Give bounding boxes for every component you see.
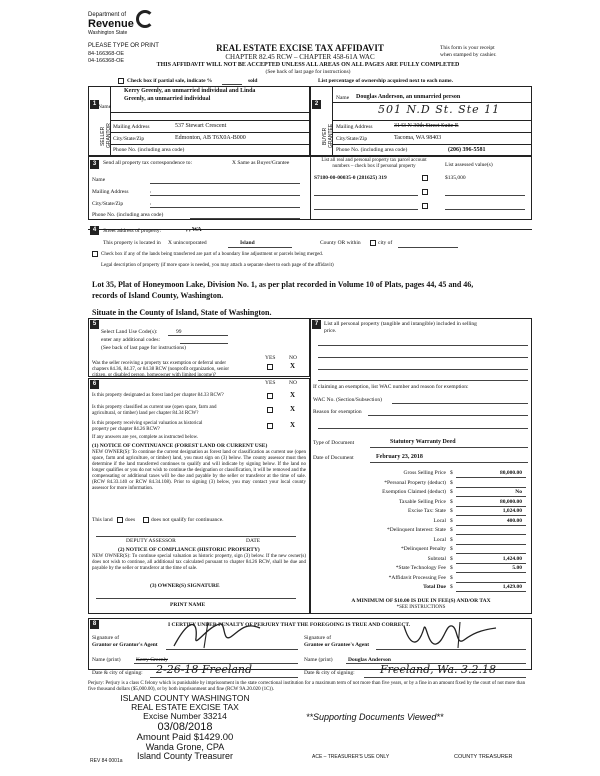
tax-row-value[interactable]: 1,424.00 <box>502 555 522 562</box>
tax-row-dollar-sign: $ <box>450 584 453 590</box>
stamp-line-3: Excise Number 33214 <box>143 711 227 721</box>
if-yes-instruction: If any answers are yes, complete as instructed below. <box>92 435 199 440</box>
treasurer-stamp <box>100 694 270 761</box>
grantee-signature <box>400 620 500 650</box>
grantee-name-value[interactable]: Douglas Anderson <box>348 657 391 663</box>
see-instructions-note: *SEE INSTRUCTIONS <box>396 605 446 610</box>
seller-city-value[interactable]: Edmonton, AB T6X0A-B000 <box>175 135 246 141</box>
assessed-header: List assessed value(s) <box>445 162 493 168</box>
tax-row-dollar-sign: $ <box>450 574 453 581</box>
deputy-assessor-label: DEPUTY ASSESSOR <box>126 538 176 544</box>
buyer-mailing-struck[interactable]: 3143 N 30th Street Suite E <box>394 123 459 129</box>
owner-signature-label: (3) OWNER(S) SIGNATURE <box>150 583 220 589</box>
city-of-label: city of <box>378 240 393 246</box>
s3-phone-label: Phone No. (including area code) <box>92 212 164 218</box>
seller-city-label: City/State/Zip <box>113 136 145 142</box>
tax-row-dollar-sign: $ <box>450 555 453 562</box>
street-address-label: Street address of property: <box>103 228 162 234</box>
personal-property-header-2: price. <box>324 328 337 334</box>
sold-label: sold <box>248 78 258 84</box>
section-6-number: 6 <box>90 380 99 389</box>
boundary-adjustment-checkbox[interactable] <box>92 251 98 257</box>
tax-row-value[interactable]: No <box>515 489 522 495</box>
within-city-checkbox[interactable] <box>370 240 376 246</box>
section-8-number: 8 <box>90 620 99 629</box>
tax-row-dollar-sign: $ <box>450 536 453 543</box>
tax-row-label: *Delinquent Interest: State <box>387 527 446 533</box>
does-not-label: does not qualify for continuance. <box>151 517 224 523</box>
buyer-phone-value[interactable]: (206) 396-5581 <box>448 147 486 153</box>
parcel-personal-checkbox-1[interactable] <box>422 175 428 181</box>
boundary-adjustment-label: Check box if any of the lands being transferred are part of a boundary line adjustment or parcels being merged. <box>101 252 324 257</box>
grantor-sig-label: Signature of <box>92 635 120 641</box>
ownership-list-note: List percentage of ownership acquired next to each name. <box>318 78 453 84</box>
doc-date-label: Date of Document <box>313 455 354 461</box>
grantee-agent-label: Grantee or Grantee's Agent <box>304 642 370 648</box>
assessor-date-label: DATE <box>246 538 261 544</box>
tax-row-value[interactable]: 400.00 <box>506 517 522 524</box>
stamp-line-1: ISLAND COUNTY WASHINGTON <box>120 693 250 703</box>
perjury-certification: I CERTIFY UNDER PENALTY OF PERJURY THAT THE FOREGOING IS TRUE AND CORRECT. <box>168 622 411 628</box>
historic-notice-title: (2) NOTICE OF COMPLIANCE (HISTORIC PROPERTY) <box>118 547 260 553</box>
unincorporated-option[interactable]: X unincorporated <box>168 240 207 246</box>
grantor-agent-label: Grantor or Grantor's Agent <box>92 642 158 648</box>
tax-row-value[interactable]: 80,000.00 <box>500 498 522 505</box>
assessed-value[interactable]: $135,000 <box>445 175 466 181</box>
tax-row-label: Gross Selling Price <box>403 470 446 476</box>
parcel-number[interactable]: S7180-00-00035-0 (281625) 319 <box>314 175 387 181</box>
buyer-side-label: BUYER GRANTEE <box>322 123 334 149</box>
county-value[interactable]: Island <box>240 240 255 246</box>
buyer-mailing-label: Mailing Address <box>336 124 373 130</box>
tax-row-value[interactable]: 1,429.00 <box>502 584 522 590</box>
parcel-header-1: List all real and personal property tax parcel account <box>321 158 427 163</box>
send-correspondence-label: Send all property tax correspondence to: <box>103 160 193 166</box>
buyer-phone-label: Phone No. (including area code) <box>336 147 408 153</box>
buyer-name-value[interactable]: Douglas Anderson, an unmarried person <box>356 94 461 100</box>
perjury-statement: Perjury: Perjury is a class C felony which is punishable by imprisonment in the state correctional institution for a maximum term of not more than five years, or by a fine in an amount fixed by the court of not more than five thousand dollars ($5,000.00), or by both imprisonment and fine (RCW 9A.20.020 (1C)). <box>88 681 526 692</box>
continuance-text: NEW OWNER(S): To continue the current designation as forest land or classification as current use (open space, farm and agriculture, or timber) land, you must sign on (3) below. The county assessor must then determine if the land transferred continues to qualify and will indicate by signing below. If the land no longer qualifies or you do not wish to continue the designation or classification, it will be removed and the compensating or additional taxes will be due and payable by the seller or transferor at the time of sale. (RCW 84.33.140 or RCW 84.34.108). Prior to signing (3) below, you may contact your local county assessor for more information. <box>92 450 306 491</box>
grantee-name-label: Name (print) <box>304 657 333 663</box>
stamp-line-2: REAL ESTATE EXCISE TAX <box>131 702 239 712</box>
this-land-label: This land <box>92 517 113 523</box>
s5-no-answer[interactable]: X <box>290 362 296 370</box>
chapter-ref: CHAPTER 82.45 RCW – CHAPTER 458-61A WAC <box>225 53 375 61</box>
seller-mailing-label: Mailing Address <box>113 124 150 130</box>
forest-land-question: Is this property designated as forest land per chapter 84.33 RCW? <box>92 393 224 398</box>
exemption-claim-label: If claiming an exemption, list WAC number and reason for exemption: <box>313 384 469 390</box>
logo-swoosh-icon <box>136 10 154 28</box>
s3-city-label: City/State/Zip <box>92 201 124 207</box>
grantee-date-city-label: Date & city of signing: <box>304 670 355 676</box>
section-7-number: 7 <box>312 320 321 329</box>
grantor-date-city-value[interactable]: 2-26-18 Freeland <box>156 663 253 676</box>
s5-no-header: NO <box>289 355 297 361</box>
seller-phone-label: Phone No. (including area code) <box>113 147 185 153</box>
doc-type-value[interactable]: Statutory Warranty Deed <box>390 439 456 445</box>
grantee-date-city-value[interactable]: Freeland, Wa. 3.2.18 <box>380 663 496 676</box>
personal-property-header-1: List all personal property (tangible and intangible) included in selling <box>324 321 477 327</box>
current-use-no-answer[interactable]: X <box>290 405 296 413</box>
print-note: PLEASE TYPE OR PRINT <box>88 43 159 49</box>
form-number-1: 84-166368-OE <box>88 51 125 57</box>
print-name-label: PRINT NAME <box>170 602 206 608</box>
grantee-sig-label: Signature of <box>304 635 332 641</box>
seller-name-label: Name <box>98 104 112 110</box>
tax-row-dollar-sign: $ <box>450 489 453 495</box>
historic-no-answer[interactable]: X <box>290 421 296 429</box>
acceptance-warning: THIS AFFIDAVIT WILL NOT BE ACCEPTED UNLESS ALL AREAS ON ALL PAGES ARE FULLY COMPLETED <box>156 62 460 68</box>
doc-date-value[interactable]: February 23, 2018 <box>376 454 423 460</box>
legal-description-line-1: Lot 35, Plat of Honeymoon Lake, Division No. 1, as per plat recorded in Volume 10 of Plats, pages 44, 45 and 46, <box>92 280 474 289</box>
exemption-question-3: citizen, or disabled person, homeowner with limited income)? <box>92 373 216 378</box>
located-in-label: This property is located in <box>103 240 161 246</box>
historic-notice-text: NEW OWNER(S): To continue special valuation as historic property, sign (3) below. If the new owner(s) does not wish to continue, all additional tax calculated pursuant to chapter 84.26 RCW, shall be due and payable by the seller or transferor at the time of sale. <box>92 554 306 571</box>
doc-type-label: Type of Document <box>313 440 355 446</box>
exemption-question-2: chapters 84.36, 84.37, or 84.38 RCW (nonprofit organization, senior <box>92 367 230 372</box>
s3-name-label: Name <box>92 177 106 183</box>
grantor-name-label: Name (print) <box>92 657 121 663</box>
does-label: does <box>125 517 136 523</box>
exemption-question-1: Was the seller receiving a property tax exemption or deferral under <box>92 361 226 366</box>
section-2-number: 2 <box>312 100 321 109</box>
see-back-note: (See back of last page for instructions) <box>265 69 351 75</box>
buyer-name-label: Name <box>336 95 350 101</box>
form-revision: REV 84 0001a <box>90 758 123 764</box>
seller-mailing-value[interactable]: 537 Stewart Crescent <box>175 123 227 129</box>
tax-row-dollar-sign: $ <box>450 508 453 514</box>
tax-row-dollar-sign: $ <box>450 470 453 476</box>
partial-sale-checkbox[interactable] <box>118 78 124 84</box>
historic-question-2: property per chapter 84.26 RCW? <box>92 427 160 432</box>
receipt-note-2: when stamped by cashier. <box>440 52 497 58</box>
tax-row-value[interactable]: 5.00 <box>512 565 522 571</box>
forest-no-answer[interactable]: X <box>290 391 296 399</box>
current-use-question-2: agricultural, or timber) land per chapter 84.34 RCW? <box>92 411 199 416</box>
historic-yes-checkbox[interactable] <box>267 423 273 429</box>
section-5-number: 5 <box>90 320 99 329</box>
supporting-docs-stamp: **Supporting Documents Viewed** <box>306 712 444 722</box>
buyer-handwritten-address: 501 N.D St. Ste 11 <box>378 103 501 116</box>
current-use-question-1: Is this property classified as current use (open space, farm and <box>92 405 217 410</box>
legal-description-line-2: records of Island County, Washington. <box>92 291 224 300</box>
land-use-see-back: (See back of last page for instructions) <box>101 345 186 351</box>
buyer-city-value[interactable]: Tacoma, WA 98403 <box>394 135 442 141</box>
minimum-fee-note: A MINIMUM OF $10.00 IS DUE IN FEE(S) AND/OR TAX <box>351 598 491 604</box>
s6-no-header: NO <box>289 380 297 386</box>
logo-dept-line: Department of <box>88 12 127 18</box>
grantor-date-city-label: Date & city of signing: <box>92 670 143 676</box>
seller-side-label: SELLER GRANTOR <box>100 123 112 149</box>
tax-row-dollar-sign: $ <box>450 527 453 533</box>
logo-revenue: Revenue <box>88 18 134 30</box>
tax-row-label: Total Due <box>423 584 446 590</box>
grantor-name-value[interactable]: Kerry Greenly <box>136 657 168 663</box>
legal-description-label: Legal description of property (if more space is needed, you may attach a separate sheet to each page of the affidavit) <box>101 263 334 268</box>
situate-line: Situate in the County of Island, State of Washington. <box>92 308 272 317</box>
tax-row-label: Local <box>433 536 446 543</box>
street-address-value[interactable]: , , WA <box>186 227 202 233</box>
same-as-buyer-option[interactable]: X Same as Buyer/Grantee <box>232 160 290 166</box>
s5-yes-header: YES <box>265 355 276 361</box>
s5-yes-checkbox[interactable] <box>267 364 273 370</box>
partial-sale-label: Check box if partial sale, indicate % <box>127 78 213 84</box>
stamp-amount: Amount Paid $1429.00 <box>136 732 234 743</box>
stamp-date: 03/08/2018 <box>157 721 213 733</box>
tax-row-label: *State Technology Fee <box>395 565 446 571</box>
wac-number-label: WAC No. (Section/Subsection) <box>313 397 382 403</box>
tax-row-dollar-sign: $ <box>450 498 453 505</box>
logo-state: Washington State <box>88 30 128 36</box>
tax-row-value[interactable]: 80,000.00 <box>500 470 522 476</box>
tax-row-dollar-sign: $ <box>450 517 453 524</box>
form-number-2: 04-166368-OE <box>88 58 125 64</box>
parcel-header-2: numbers – check box if personal property <box>332 164 416 169</box>
tax-row-label: Subtotal <box>427 555 446 562</box>
land-use-label: Select Land Use Code(s): <box>101 329 158 335</box>
page-title: REAL ESTATE EXCISE TAX AFFIDAVIT <box>216 43 384 53</box>
land-use-value[interactable]: 99 <box>176 329 182 335</box>
parcel-personal-checkbox-3[interactable] <box>422 203 428 209</box>
tax-row-label: Exemption Claimed (deduct) <box>382 489 446 495</box>
s3-mailing-label: Mailing Address <box>92 189 129 195</box>
tax-row-label: *Affidavit Processing Fee <box>388 574 446 581</box>
tax-row-label: Excise Tax: State <box>407 508 446 514</box>
tax-row-value[interactable]: 1,024.00 <box>502 508 522 514</box>
parcel-personal-checkbox-2[interactable] <box>422 189 428 195</box>
county-treasurer-label: COUNTY TREASURER <box>454 754 513 760</box>
continuance-title: (1) NOTICE OF CONTINUANCE (FOREST LAND OR CURRENT USE) <box>92 443 268 449</box>
section-1-number: 1 <box>90 100 99 109</box>
seller-name-line-1[interactable]: Kerry Greenly, an unmarried individual and Linda <box>124 88 256 94</box>
historic-question-1: Is this property receiving special valuation as historical <box>92 421 203 426</box>
tax-row-label: *Delinquent Penalty <box>400 546 446 552</box>
forest-yes-checkbox[interactable] <box>267 393 273 399</box>
section-3-number: 3 <box>90 160 99 169</box>
section-4-number: 4 <box>90 226 99 235</box>
stamp-line-6: Wanda Grone, CPA <box>145 742 225 752</box>
current-use-yes-checkbox[interactable] <box>267 407 273 413</box>
tax-row-label: Local <box>433 517 446 524</box>
seller-name-line-2[interactable]: Greenly, an unmarried individual <box>124 96 211 102</box>
tax-row-dollar-sign: $ <box>450 546 453 552</box>
tax-row-dollar-sign: $ <box>450 479 453 486</box>
county-or-label: County OR within <box>320 240 361 246</box>
does-not-checkbox[interactable] <box>143 517 149 523</box>
tax-row-label: Taxable Selling Price <box>399 498 446 505</box>
grantor-signature <box>168 618 278 650</box>
s6-yes-header: YES <box>265 380 276 386</box>
tax-row-dollar-sign: $ <box>450 565 453 571</box>
buyer-city-label: City/State/Zip <box>336 136 368 142</box>
exemption-reason-label: Reason for exemption <box>313 409 362 415</box>
receipt-note-1: This form is your receipt <box>440 45 495 51</box>
treasurer-use-label: ACE – TREASURER'S USE ONLY <box>312 754 390 760</box>
additional-codes-label: enter any additional codes: <box>101 337 161 343</box>
tax-row-label: *Personal Property (deduct) <box>384 479 446 486</box>
does-checkbox[interactable] <box>117 517 123 523</box>
stamp-line-7: Island County Treasurer <box>136 751 234 761</box>
